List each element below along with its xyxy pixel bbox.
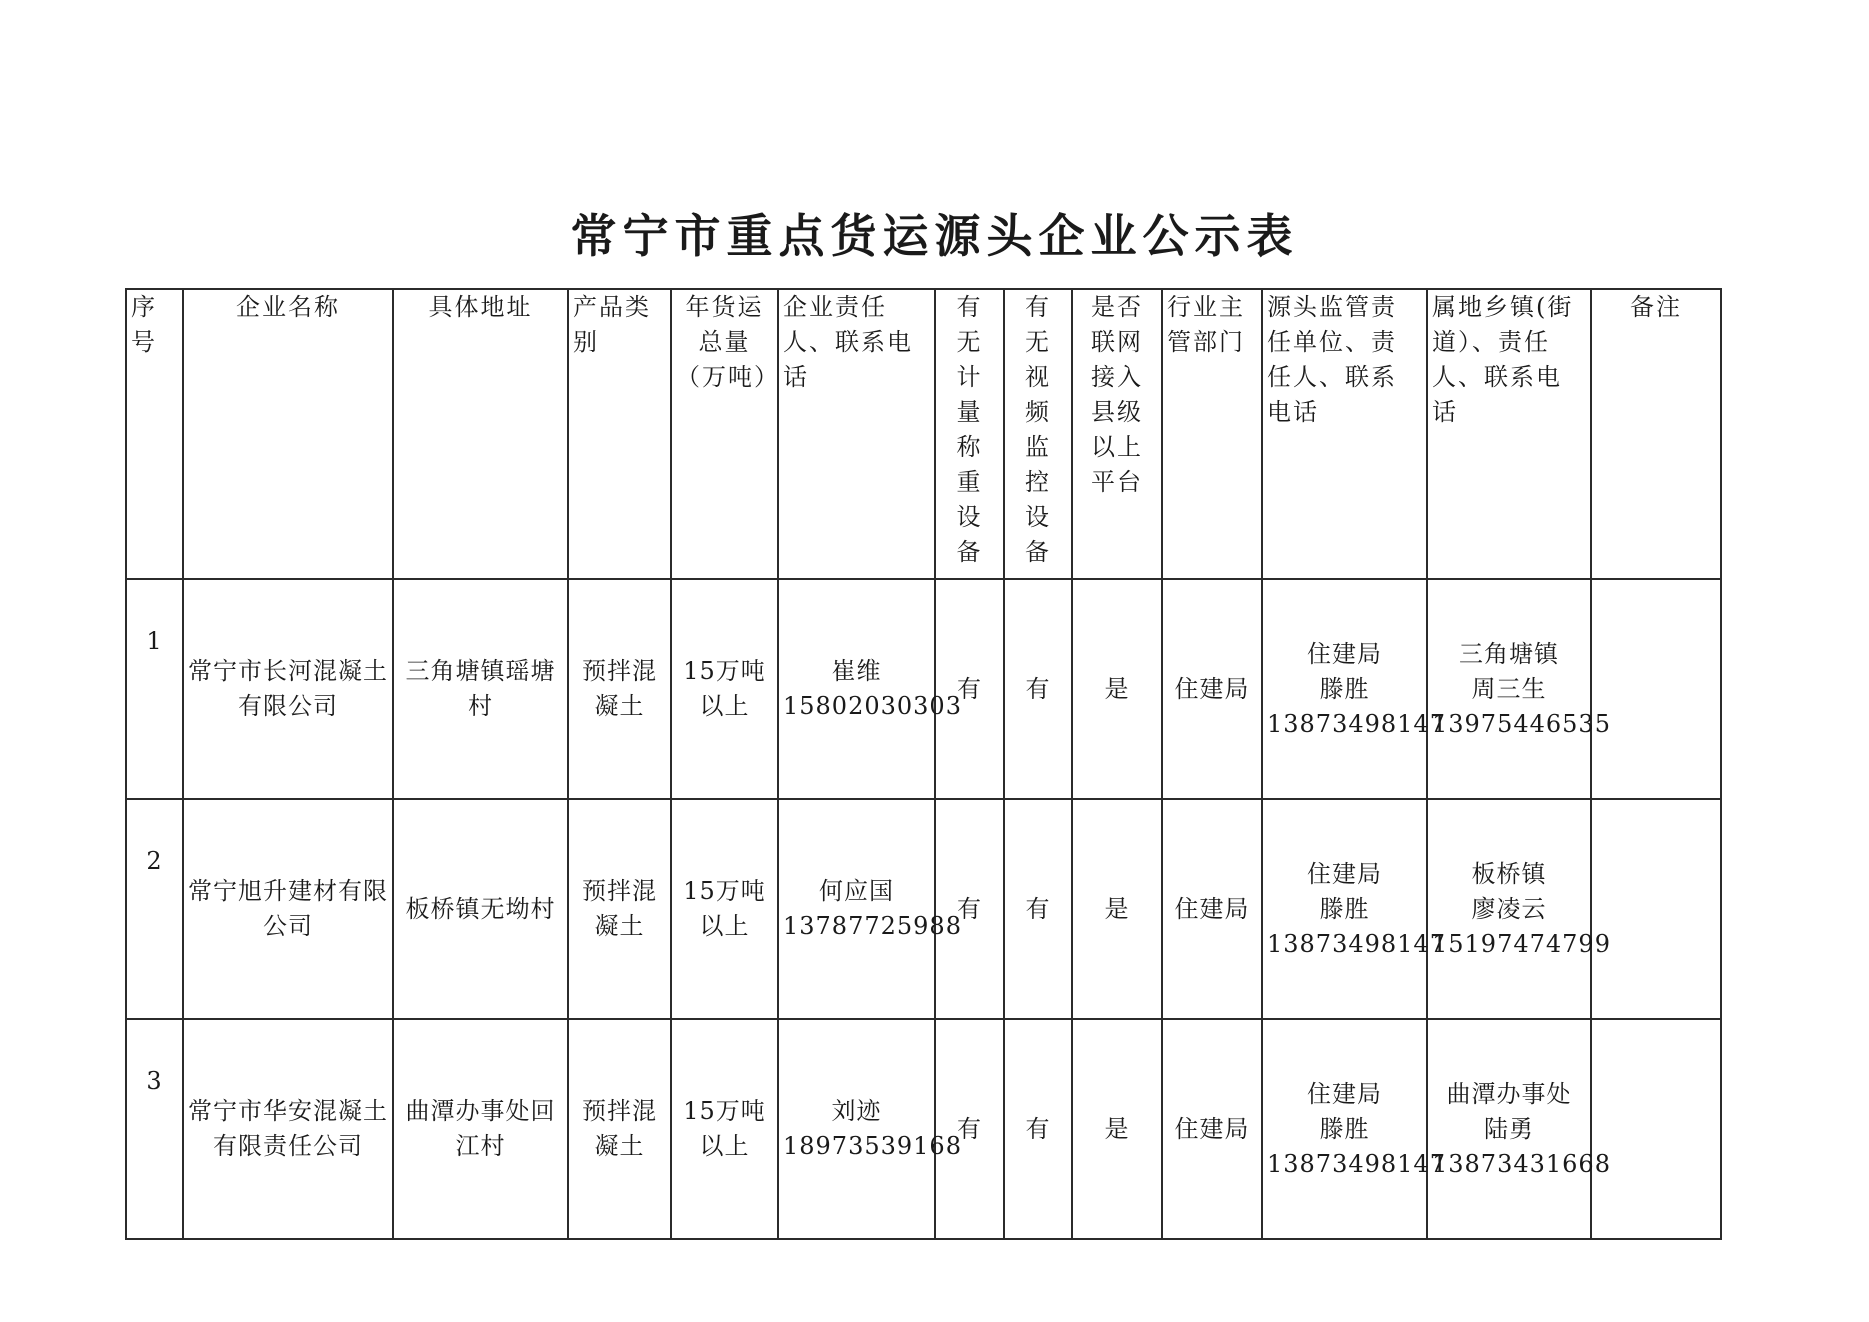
cell-weighing: 有 bbox=[935, 1019, 1004, 1239]
township-phone: 13975446535 bbox=[1432, 709, 1611, 738]
cell-weighing: 有 bbox=[935, 799, 1004, 1019]
cell-department: 住建局 bbox=[1162, 1019, 1262, 1239]
cell-remarks bbox=[1591, 1019, 1721, 1239]
cell-department: 住建局 bbox=[1162, 579, 1262, 799]
header-weighing: 有无计量称重设备 bbox=[935, 289, 1004, 579]
cell-supervisor bbox=[1262, 579, 1446, 799]
cell-address: 三角塘镇瑶塘村 bbox=[393, 579, 568, 799]
cell-volume: 15万吨以上 bbox=[671, 579, 778, 799]
cell-weighing: 有 bbox=[935, 579, 1004, 799]
enterprise-table bbox=[125, 288, 1722, 1240]
cell-company: 常宁市华安混凝土有限责任公司 bbox=[183, 1019, 393, 1239]
cell-address: 板桥镇无坳村 bbox=[393, 799, 568, 1019]
header-address: 具体地址 bbox=[393, 289, 568, 579]
cell-supervisor bbox=[1262, 799, 1446, 1019]
cell-product: 预拌混凝土 bbox=[568, 799, 671, 1019]
township-name: 板桥镇 bbox=[1471, 859, 1547, 888]
cell-township bbox=[1427, 579, 1611, 799]
cell-contact bbox=[778, 579, 962, 799]
table-row bbox=[126, 1019, 1721, 1239]
page-title: 常宁市重点货运源头企业公示表 bbox=[570, 209, 1299, 263]
contact-name: 刘迹 bbox=[831, 1097, 882, 1125]
cell-department: 住建局 bbox=[1162, 799, 1262, 1019]
cell-remarks bbox=[1591, 579, 1721, 799]
cell-video: 有 bbox=[1004, 579, 1072, 799]
cell-seq: 3 bbox=[126, 1019, 183, 1239]
township-name: 曲潭办事处 bbox=[1446, 1079, 1572, 1108]
cell-company: 常宁市长河混凝土有限公司 bbox=[183, 579, 393, 799]
cell-volume: 15万吨以上 bbox=[671, 799, 778, 1019]
supervisor-unit: 住建局 bbox=[1307, 1079, 1382, 1108]
header-product: 产品类别 bbox=[568, 289, 671, 579]
cell-seq: 2 bbox=[126, 799, 183, 1019]
contact-name: 何应国 bbox=[819, 877, 894, 905]
header-remarks: 备注 bbox=[1591, 289, 1721, 579]
header-department: 行业主管部门 bbox=[1162, 289, 1262, 579]
header-volume: 年货运总量（万吨） bbox=[671, 289, 778, 579]
table-row bbox=[126, 799, 1721, 1019]
cell-networked: 是 bbox=[1072, 579, 1162, 799]
cell-networked: 是 bbox=[1072, 799, 1162, 1019]
cell-product: 预拌混凝土 bbox=[568, 579, 671, 799]
supervisor-phone: 13873498147 bbox=[1267, 929, 1446, 958]
cell-township bbox=[1427, 1019, 1611, 1239]
township-name: 三角塘镇 bbox=[1459, 639, 1559, 668]
cell-remarks bbox=[1591, 799, 1721, 1019]
supervisor-name: 滕胜 bbox=[1319, 894, 1370, 923]
cell-product: 预拌混凝土 bbox=[568, 1019, 671, 1239]
township-phone: 13873431668 bbox=[1432, 1149, 1611, 1178]
township-phone: 15197474799 bbox=[1432, 929, 1611, 958]
header-contact: 企业责任人、联系电话 bbox=[778, 289, 935, 579]
header-company: 企业名称 bbox=[183, 289, 393, 579]
cell-networked: 是 bbox=[1072, 1019, 1162, 1239]
cell-company: 常宁旭升建材有限公司 bbox=[183, 799, 393, 1019]
cell-seq: 1 bbox=[126, 579, 183, 799]
header-township: 属地乡镇(街道）、责任人、联系电话 bbox=[1427, 289, 1591, 579]
contact-phone: 18973539168 bbox=[783, 1132, 962, 1160]
township-person: 廖凌云 bbox=[1471, 894, 1547, 923]
township-person: 陆勇 bbox=[1484, 1114, 1534, 1143]
cell-address: 曲潭办事处回江村 bbox=[393, 1019, 568, 1239]
contact-phone: 15802030303 bbox=[783, 692, 962, 720]
contact-phone: 13787725988 bbox=[783, 912, 962, 940]
cell-contact bbox=[778, 799, 962, 1019]
supervisor-phone: 13873498147 bbox=[1267, 1149, 1446, 1178]
header-networked: 是否联网接入县级以上平台 bbox=[1072, 289, 1162, 579]
supervisor-unit: 住建局 bbox=[1307, 639, 1382, 668]
supervisor-name: 滕胜 bbox=[1319, 674, 1370, 703]
township-person: 周三生 bbox=[1471, 674, 1547, 703]
cell-township bbox=[1427, 799, 1611, 1019]
supervisor-phone: 13873498147 bbox=[1267, 709, 1446, 738]
table-row bbox=[126, 579, 1721, 799]
header-row bbox=[126, 289, 1721, 579]
cell-supervisor bbox=[1262, 1019, 1446, 1239]
cell-video: 有 bbox=[1004, 1019, 1072, 1239]
header-video: 有无视频监控设备 bbox=[1004, 289, 1072, 579]
header-seq: 序号 bbox=[126, 289, 183, 579]
cell-volume: 15万吨以上 bbox=[671, 1019, 778, 1239]
header-supervisor: 源头监管责任单位、责任人、联系电话 bbox=[1262, 289, 1427, 579]
supervisor-name: 滕胜 bbox=[1319, 1114, 1370, 1143]
supervisor-unit: 住建局 bbox=[1307, 859, 1382, 888]
cell-contact bbox=[778, 1019, 962, 1239]
contact-name: 崔维 bbox=[831, 657, 882, 685]
cell-video: 有 bbox=[1004, 799, 1072, 1019]
